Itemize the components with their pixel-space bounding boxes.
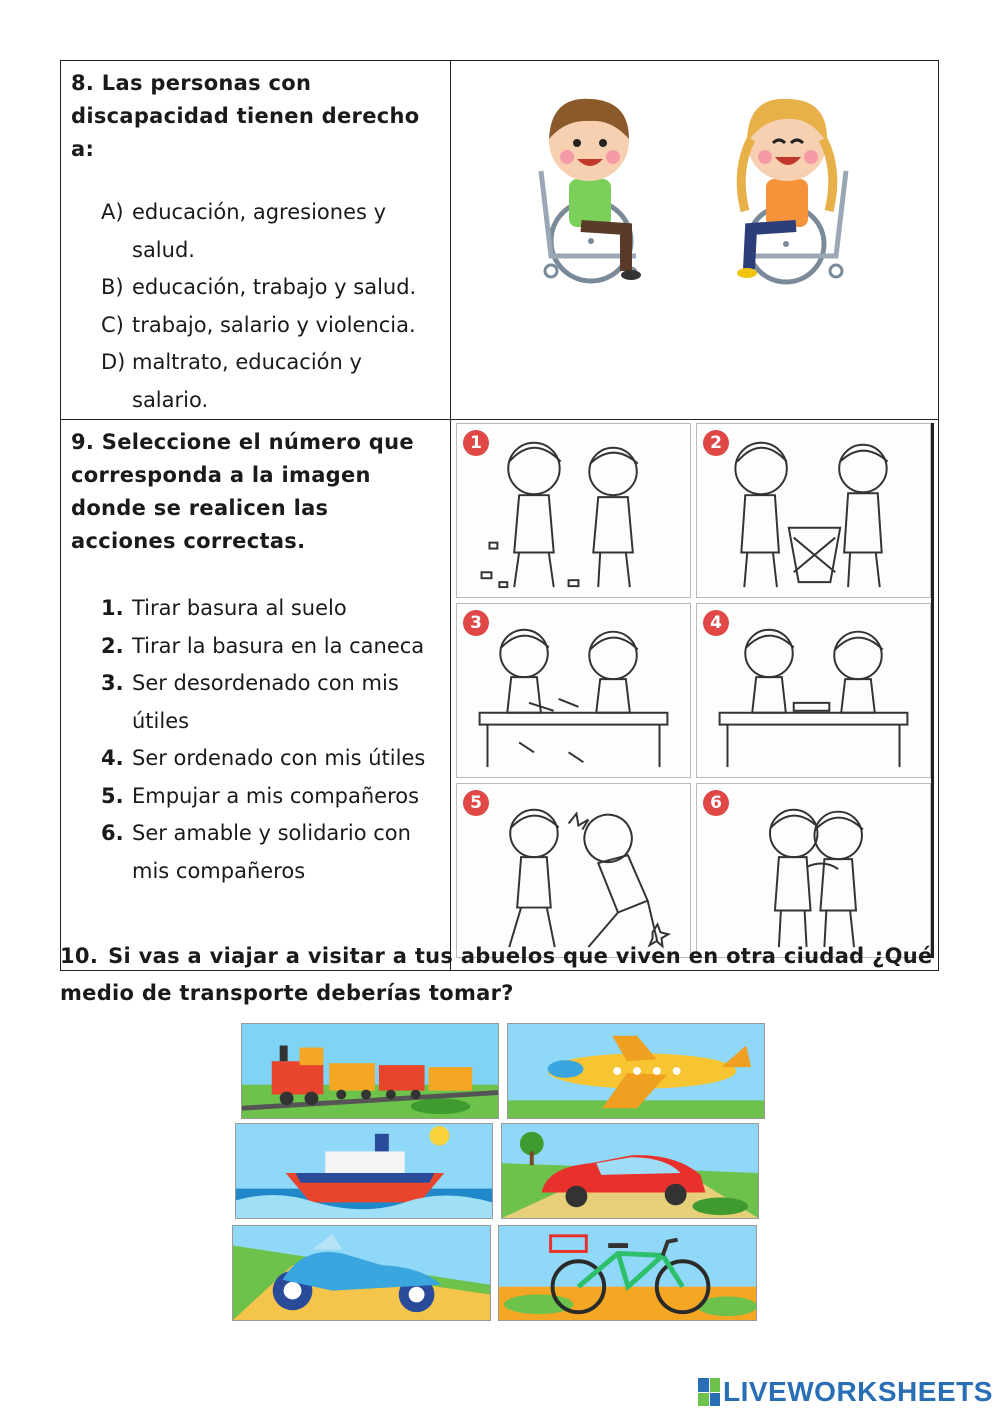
question-9-cell xyxy=(61,420,451,971)
messy-desk-illustration xyxy=(457,604,690,777)
ship-image[interactable] xyxy=(235,1123,493,1219)
option-text: educación, agresiones y salud. xyxy=(132,200,387,262)
statement-text: Ser amable y solidario con mis compañeros xyxy=(132,821,411,883)
comic-panels-grid xyxy=(456,423,934,958)
panel-number-badge: 2 xyxy=(703,430,729,456)
comic-panel-5[interactable] xyxy=(456,783,691,958)
option-text: trabajo, salario y violencia. xyxy=(132,312,416,337)
liveworksheets-logo-icon xyxy=(698,1378,720,1406)
statement-text: Ser ordenado con mis útiles xyxy=(132,746,426,770)
liveworksheets-brand-text: LIVEWORKSHEETS xyxy=(723,1376,993,1407)
statement-2 xyxy=(101,628,440,666)
statement-5 xyxy=(101,778,440,816)
question-9-title: 9. Seleccione el número que corresponda a la imagen donde se realicen las acciones correctas. xyxy=(71,430,414,553)
bicycle-image[interactable] xyxy=(498,1225,757,1321)
option-marker: A) xyxy=(101,200,124,224)
friends-hugging-illustration xyxy=(697,784,930,957)
girl-in-wheelchair xyxy=(737,99,846,282)
statement-text: Ser desordenado con mis útiles xyxy=(132,671,399,733)
question-10-number: 10. xyxy=(60,944,99,968)
statement-number: 1. xyxy=(101,596,124,620)
statement-3 xyxy=(101,665,440,740)
question-8-cell xyxy=(61,61,451,420)
littering-illustration xyxy=(457,424,690,597)
statement-text: Tirar la basura en la caneca xyxy=(132,633,425,658)
panel-number-badge: 5 xyxy=(463,790,489,816)
comic-panels-cell xyxy=(451,420,939,971)
statement-4 xyxy=(101,740,440,778)
question-9-options xyxy=(101,590,440,890)
comic-panel-2[interactable] xyxy=(696,423,931,598)
liveworksheets-logo xyxy=(698,1376,993,1408)
option-d[interactable] xyxy=(101,344,440,419)
car-image[interactable] xyxy=(501,1123,759,1219)
statement-number: 5. xyxy=(101,783,124,808)
statement-number: 6. xyxy=(101,821,124,845)
wheelchair-kids-image-cell xyxy=(451,61,939,420)
panel-number-badge: 4 xyxy=(703,610,729,636)
option-a[interactable] xyxy=(101,194,440,269)
train-image[interactable] xyxy=(241,1023,499,1119)
option-text: educación, trabajo y salud. xyxy=(132,275,417,299)
comic-panel-4[interactable] xyxy=(696,603,931,778)
question-8-row xyxy=(61,61,939,420)
question-10 xyxy=(60,938,940,1012)
boy-in-wheelchair xyxy=(541,99,641,281)
statement-text: Tirar basura al suelo xyxy=(132,596,347,620)
question-10-text: Si vas a viajar a visitar a tus abuelos que viven en otra ciudad ¿Qué medio de transporte deberías tomar? xyxy=(60,944,933,1005)
option-marker: C) xyxy=(101,312,124,337)
statement-number: 3. xyxy=(101,671,124,695)
tidy-desk-illustration xyxy=(697,604,930,777)
pushing-illustration xyxy=(457,784,690,957)
statement-1 xyxy=(101,590,440,628)
comic-panel-6[interactable] xyxy=(696,783,931,958)
airplane-image[interactable] xyxy=(507,1023,765,1119)
question-8-options xyxy=(101,194,440,419)
motorcycle-image[interactable] xyxy=(232,1225,491,1321)
option-c[interactable] xyxy=(101,307,440,345)
option-text: maltrato, educación y salario. xyxy=(132,350,362,412)
statement-number: 4. xyxy=(101,746,124,770)
option-marker: D) xyxy=(101,350,126,374)
questions-table xyxy=(60,60,939,971)
option-marker: B) xyxy=(101,275,124,299)
panel-number-badge: 3 xyxy=(463,610,489,636)
question-9-row xyxy=(61,420,939,971)
comic-panel-3[interactable] xyxy=(456,603,691,778)
question-8-title: 8. Las personas con discapacidad tienen derecho a: xyxy=(71,71,420,161)
comic-panel-1[interactable] xyxy=(456,423,691,598)
panel-number-badge: 6 xyxy=(703,790,729,816)
statement-number: 2. xyxy=(101,633,124,658)
option-b[interactable] xyxy=(101,269,440,307)
statement-text: Empujar a mis compañeros xyxy=(132,783,420,808)
panel-number-badge: 1 xyxy=(463,430,489,456)
wheelchair-kids-illustration xyxy=(451,61,937,387)
trash-bin-illustration xyxy=(697,424,930,597)
statement-6 xyxy=(101,815,440,890)
